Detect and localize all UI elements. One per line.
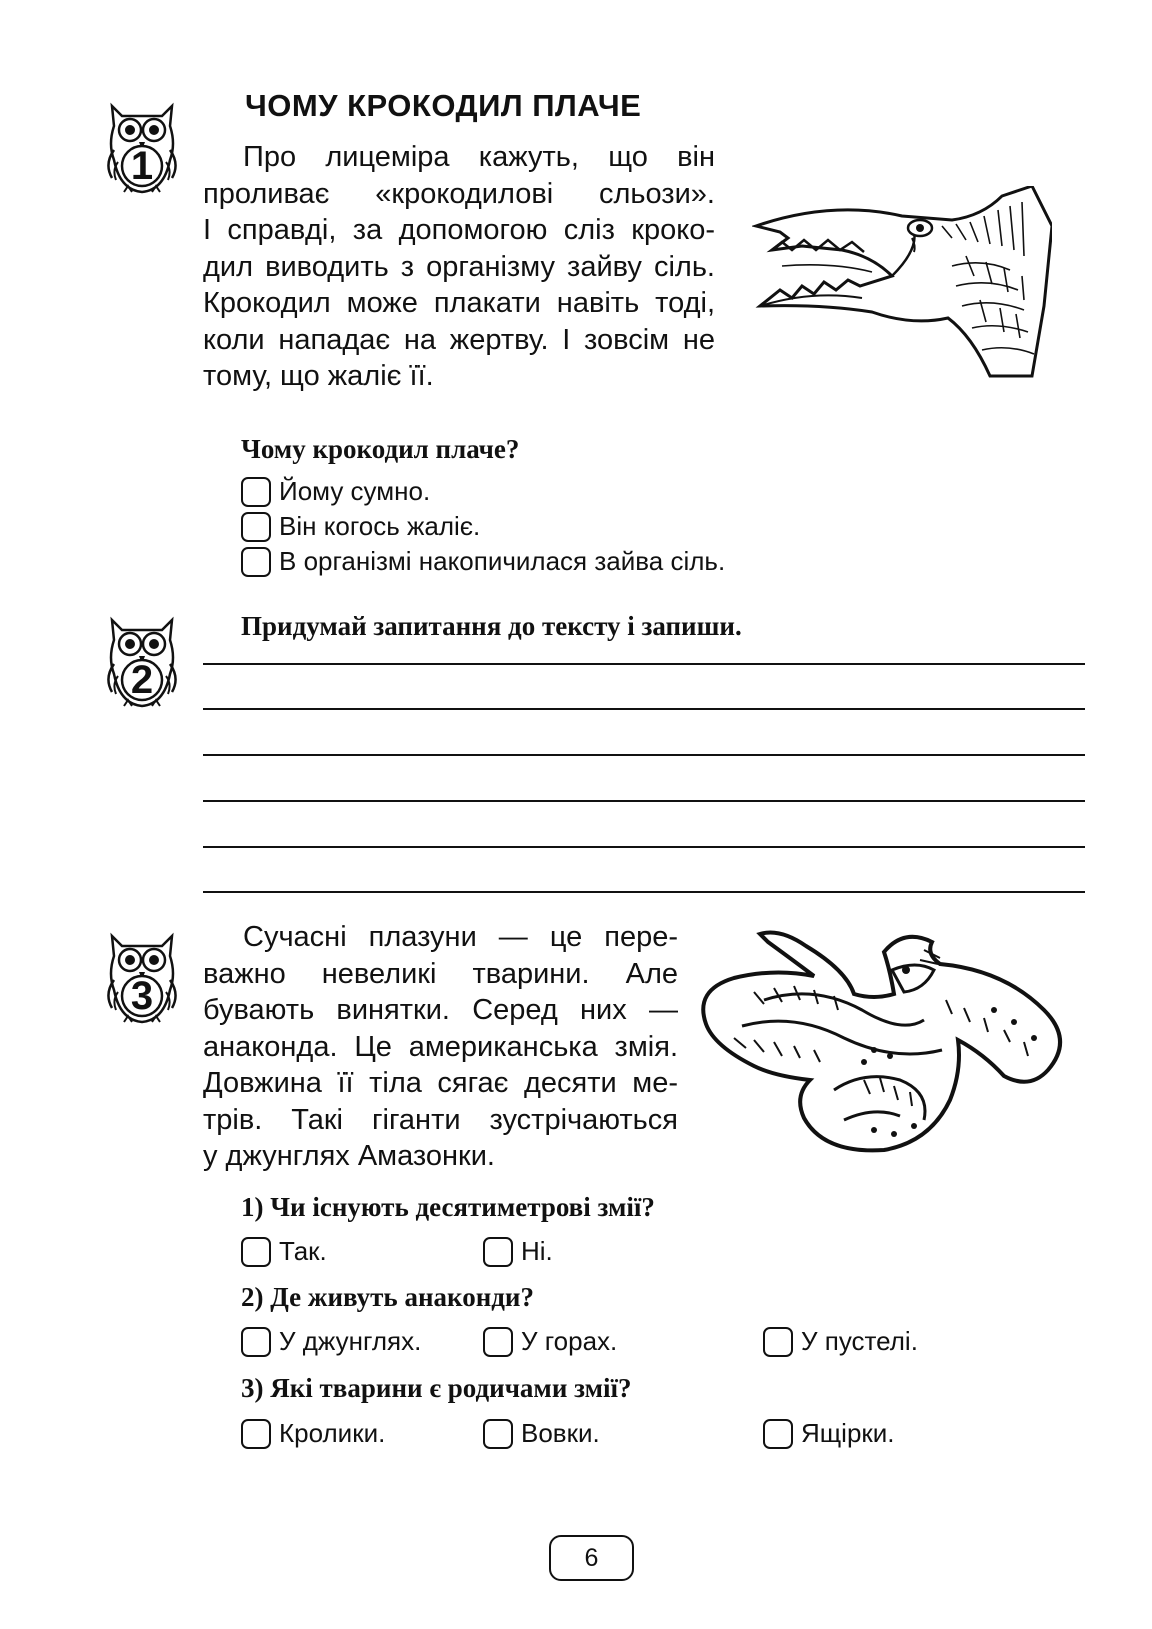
task-number-2: 2: [130, 658, 154, 702]
task1-passage: [203, 139, 715, 395]
answer-checkbox[interactable]: [241, 477, 271, 507]
task3-line: бувають винятки. Серед них —: [203, 994, 678, 1026]
option-label: Кролики.: [279, 1418, 386, 1448]
option-label: У джунглях.: [279, 1326, 422, 1356]
writing-line[interactable]: [203, 846, 1085, 848]
task3-passage: [203, 919, 678, 1175]
owl-task-icon-2: [104, 614, 180, 710]
anaconda-illustration: [694, 930, 1084, 1156]
task1-title: ЧОМУ КРОКОДИЛ ПЛАЧЕ: [245, 88, 642, 123]
task1-line: проливає «крокодилові сльози».: [203, 177, 715, 210]
task3-line: важно невеликі тварини. Але: [203, 957, 678, 990]
owl-task-icon-1: [104, 100, 180, 196]
task1-line: Крокодил може плакати навіть тоді,: [203, 287, 715, 319]
task-number-1: 1: [130, 144, 154, 188]
task3-line: у джунглях Амазонки.: [203, 1140, 495, 1172]
answer-option[interactable]: [241, 1326, 421, 1357]
crocodile-illustration: [752, 186, 1052, 386]
option-label: В організмі накопичилася зайва сіль.: [279, 546, 726, 576]
answer-option[interactable]: [483, 1418, 600, 1449]
task1-line: дил виводить з організму зайву сіль.: [203, 250, 715, 283]
answer-option[interactable]: [241, 511, 480, 542]
option-label: У пустелі.: [801, 1326, 918, 1356]
option-label: Так.: [279, 1236, 327, 1266]
answer-option[interactable]: [483, 1236, 553, 1267]
answer-checkbox[interactable]: [483, 1327, 513, 1357]
task1-line: І справді, за допомогою сліз кроко-: [203, 214, 715, 246]
option-label: Вовки.: [521, 1418, 600, 1448]
task1-question: Чому крокодил плаче?: [241, 434, 520, 464]
task3-question-2: 2) Де живуть анаконди?: [241, 1282, 534, 1312]
answer-option[interactable]: [241, 1236, 327, 1267]
owl-task-icon-3: [104, 930, 180, 1026]
writing-line[interactable]: [203, 708, 1085, 710]
answer-checkbox[interactable]: [483, 1237, 513, 1267]
answer-option[interactable]: [241, 1418, 385, 1449]
answer-checkbox[interactable]: [241, 1237, 271, 1267]
answer-checkbox[interactable]: [241, 1419, 271, 1449]
task1-line: тому, що жаліє її.: [203, 360, 434, 392]
option-label: Він когось жаліє.: [279, 511, 481, 541]
option-label: Ні.: [521, 1236, 553, 1266]
writing-line[interactable]: [203, 663, 1085, 665]
task3-line: трів. Такі гіганти зустрічаються: [203, 1103, 678, 1136]
writing-line[interactable]: [203, 800, 1085, 802]
answer-option[interactable]: [241, 476, 430, 507]
task3-line: Довжина її тіла сягає десяти ме-: [203, 1067, 678, 1099]
task3-line: Сучасні плазуни — це пере-: [243, 921, 678, 953]
task-number-3: 3: [130, 974, 154, 1018]
answer-option[interactable]: [483, 1326, 617, 1357]
answer-checkbox[interactable]: [763, 1327, 793, 1357]
option-label: Ящірки.: [801, 1418, 895, 1448]
task1-line: Про лицеміра кажуть, що він: [243, 141, 715, 173]
task1-line: коли нападає на жертву. І зовсім не: [203, 323, 715, 356]
answer-checkbox[interactable]: [241, 1327, 271, 1357]
option-label: У горах.: [521, 1326, 618, 1356]
task3-question-1: 1) Чи існують десятиметрові змії?: [241, 1192, 655, 1222]
answer-option[interactable]: [763, 1418, 895, 1449]
answer-option[interactable]: [763, 1326, 918, 1357]
answer-checkbox[interactable]: [241, 547, 271, 577]
page-number: 6: [549, 1535, 634, 1581]
answer-checkbox[interactable]: [241, 512, 271, 542]
task2-prompt: Придумай запитання до тексту і запиши.: [241, 611, 742, 641]
answer-checkbox[interactable]: [763, 1419, 793, 1449]
writing-line[interactable]: [203, 754, 1085, 756]
writing-line[interactable]: [203, 891, 1085, 893]
task3-question-3: 3) Які тварини є родичами змії?: [241, 1373, 632, 1403]
option-label: Йому сумно.: [279, 476, 431, 506]
answer-option[interactable]: [241, 546, 725, 577]
task3-line: анаконда. Це американська змія.: [203, 1030, 678, 1063]
answer-checkbox[interactable]: [483, 1419, 513, 1449]
